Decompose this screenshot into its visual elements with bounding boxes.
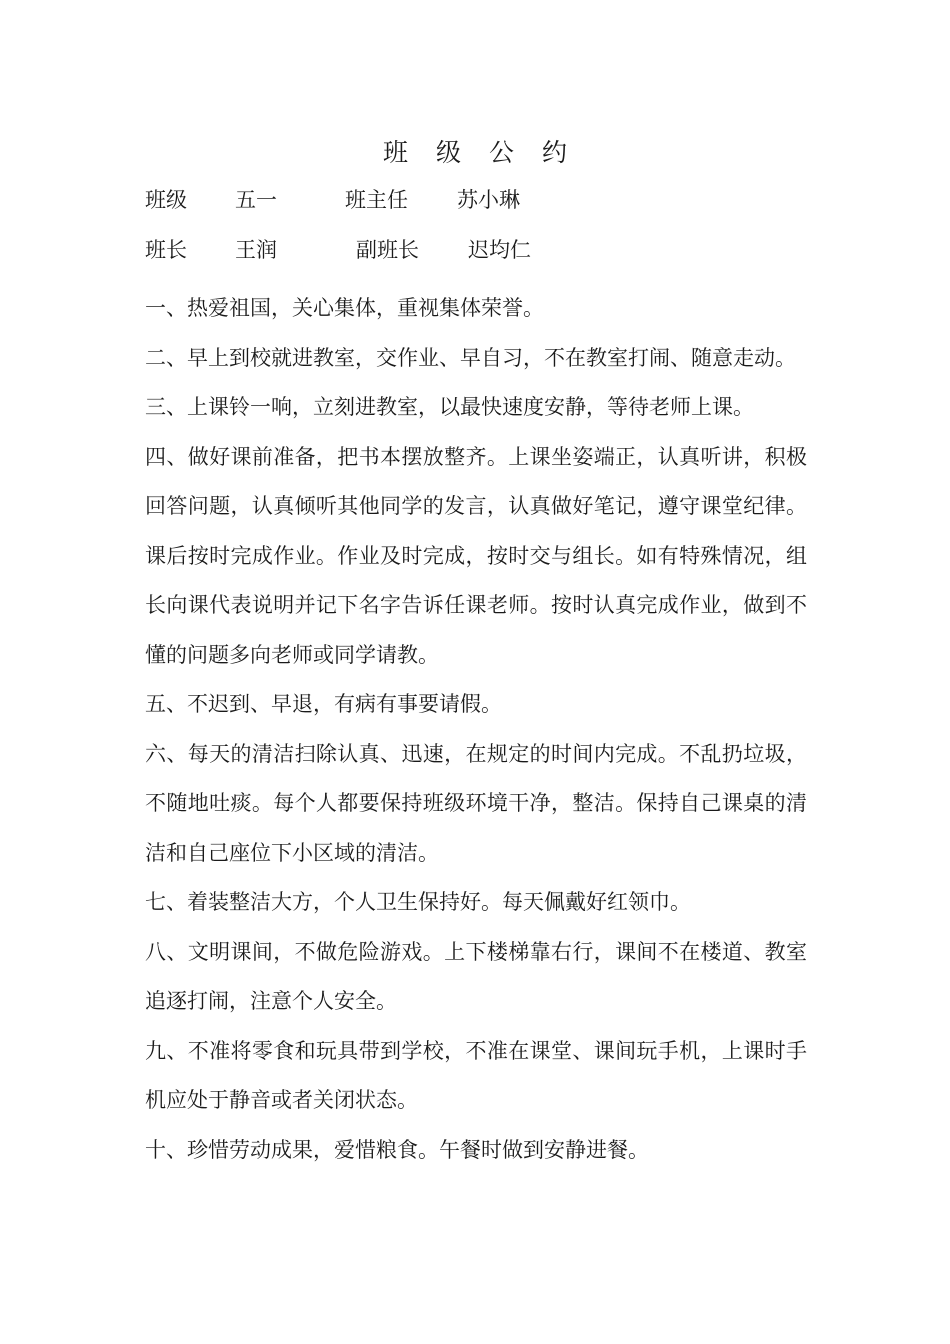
monitor-value: 王润: [235, 238, 277, 262]
rules-list: [145, 284, 807, 1175]
teacher-value: 苏小琳: [457, 188, 520, 212]
rule-item: 五、不迟到、早退，有病有事要请假。: [145, 692, 502, 716]
rule-item: 七、着装整洁大方，个人卫生保持好。每天佩戴好红领巾。: [145, 890, 691, 914]
teacher-label: 班主任: [345, 188, 408, 212]
rule-item: 四、做好课前准备，把书本摆放整齐。上课坐姿端正，认真听讲，积极回答问题，认真倾听其他同学的发言，认真做好笔记，遵守课堂纪律。课后按时完成作业。作业及时完成，按时交与组长。如有特殊情况，组长向课代表说明并记下名字告诉任课老师。按时认真完成作业，做到不懂的问题多向老师或同学请教。: [145, 444, 807, 667]
page-title: [0, 133, 950, 169]
title-char: 公: [489, 138, 515, 167]
rule-item: 一、热爱祖国，关心集体，重视集体荣誉。: [145, 296, 544, 320]
rule-item: 二、早上到校就进教室，交作业、早自习，不在教室打闹、随意走动。: [145, 345, 796, 370]
rule-item: 三、上课铃一响，立刻进教室，以最快速度安静，等待老师上课。: [145, 395, 754, 419]
class-value: 五一: [235, 188, 277, 212]
class-label: 班级: [145, 188, 187, 212]
rule-item: 六、每天的清洁扫除认真、迅速，在规定的时间内完成。不乱扔垃圾，不随地吐痰。每个人都要保持班级环境干净，整洁。保持自己课桌的清洁和自己座位下小区域的清洁。: [145, 741, 807, 865]
vice-monitor-label: 副班长: [356, 238, 419, 262]
monitor-label: 班长: [145, 238, 187, 262]
rule-item: 八、文明课间，不做危险游戏。上下楼梯靠右行，课间不在楼道、教室追逐打闹，注意个人安全。: [145, 939, 807, 1013]
rule-item: 十、珍惜劳动成果，爱惜粮食。午餐时做到安静进餐。: [145, 1137, 649, 1162]
rule-item: 九、不准将零食和玩具带到学校，不准在课堂、课间玩手机，上课时手机应处于静音或者关闭状态。: [145, 1038, 807, 1112]
title-char: 约: [542, 138, 568, 167]
vice-monitor-value: 迟均仁: [468, 238, 531, 262]
title-char: 班: [382, 138, 408, 167]
title-char: 级: [435, 138, 461, 167]
